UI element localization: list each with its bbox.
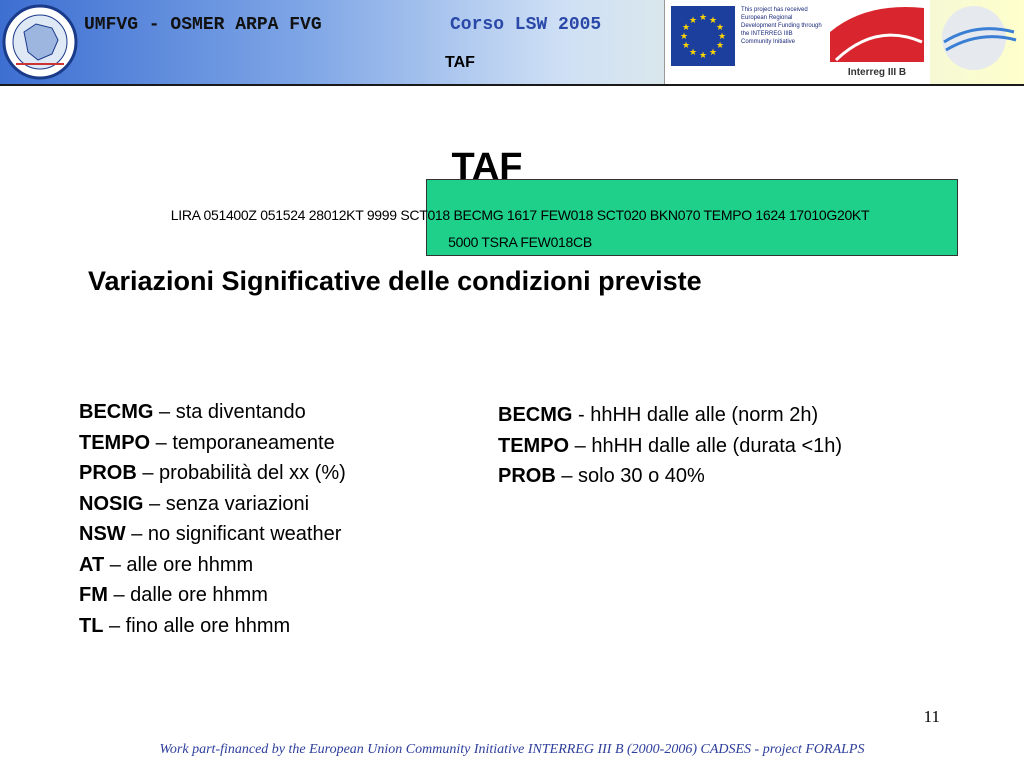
timing-desc: - hhHH dalle alle (norm 2h)	[572, 404, 819, 426]
svg-text:★: ★	[717, 32, 727, 42]
list-item	[79, 397, 479, 428]
alpine-space-panel	[824, 0, 930, 84]
svg-text:★: ★	[681, 23, 691, 33]
list-item	[79, 580, 479, 611]
section-heading: Variazioni Significative delle condizioni previste	[88, 266, 702, 296]
taf-line-2: 5000 TSRA FEW018CB	[448, 234, 592, 250]
definition-desc: – no significant weather	[125, 523, 342, 545]
list-item	[498, 461, 978, 492]
timing-term: BECMG	[498, 404, 573, 426]
header-course: Corso LSW 2005	[450, 15, 602, 35]
definition-desc: – probabilità del xx (%)	[136, 462, 346, 484]
definition-term: BECMG	[79, 401, 154, 423]
svg-text:★: ★	[681, 41, 691, 51]
eu-notice: This project has received European Regional Development Funding through the INTERREG IIIB Community Initiative	[741, 7, 822, 45]
svg-text:★: ★	[708, 48, 718, 58]
definition-term: AT	[79, 553, 105, 576]
definition-desc: – fino alle ore hhmm	[103, 614, 291, 637]
list-item	[79, 550, 479, 581]
list-item	[79, 458, 479, 489]
svg-text:★: ★	[698, 13, 708, 23]
list-item	[498, 400, 978, 431]
footer-funding-text: Work part-financed by the European Union Community Initiative INTERREG III B (2000-2006) CADSES - project FORALPS	[159, 742, 865, 757]
slide-title: TAF	[451, 146, 523, 188]
svg-text:★: ★	[698, 51, 708, 61]
timing-term: TEMPO	[498, 434, 570, 457]
definition-desc: – temporaneamente	[150, 431, 335, 454]
timing-desc: – solo 30 o 40%	[555, 465, 705, 487]
page-number: 11	[923, 707, 940, 726]
taf-line-1: LIRA 051400Z 051524 28012KT 9999 SCT018 BECMG 1617 FEW018 SCT020 BKN070 TEMPO 1624 17010G20KT	[170, 207, 870, 223]
definition-term: NOSIG	[79, 492, 144, 515]
list-item	[79, 489, 479, 520]
eu-funding-panel	[664, 0, 824, 84]
svg-text:★: ★	[715, 23, 725, 33]
umfvg-logo	[2, 2, 78, 82]
osmer-logo	[936, 2, 1020, 82]
svg-text:★: ★	[688, 48, 698, 58]
timing-desc: – hhHH dalle alle (durata <1h)	[569, 434, 843, 457]
definition-desc: – dalle ore hhmm	[107, 584, 268, 606]
osmer-panel	[930, 0, 1024, 84]
definition-term: PROB	[79, 462, 137, 484]
svg-text:★: ★	[708, 16, 718, 26]
definitions-list	[79, 397, 479, 641]
list-item	[498, 431, 978, 462]
list-item	[79, 428, 479, 459]
header-org: UMFVG - OSMER ARPA FVG	[84, 15, 322, 35]
definition-term: FM	[79, 584, 108, 606]
alpine-space-logo	[826, 2, 928, 64]
definition-desc: – sta diventando	[153, 401, 306, 423]
definition-desc: – alle ore hhmm	[104, 553, 254, 576]
list-item	[79, 519, 479, 550]
alpine-caption: Interreg III B	[847, 67, 907, 78]
taf-example	[60, 202, 980, 256]
timing-list	[498, 400, 978, 492]
eu-flag-icon	[671, 6, 735, 66]
definition-desc: – senza variazioni	[143, 492, 310, 515]
timing-term: PROB	[498, 465, 556, 487]
definition-term: TL	[79, 614, 104, 637]
definition-term: TEMPO	[79, 431, 151, 454]
svg-text:★: ★	[715, 41, 725, 51]
definition-term: NSW	[79, 523, 126, 545]
header-banner	[0, 0, 1024, 86]
svg-text:★: ★	[688, 16, 698, 26]
svg-text:★: ★	[679, 32, 689, 42]
list-item	[79, 611, 479, 642]
header-subtitle: TAF	[445, 54, 475, 71]
